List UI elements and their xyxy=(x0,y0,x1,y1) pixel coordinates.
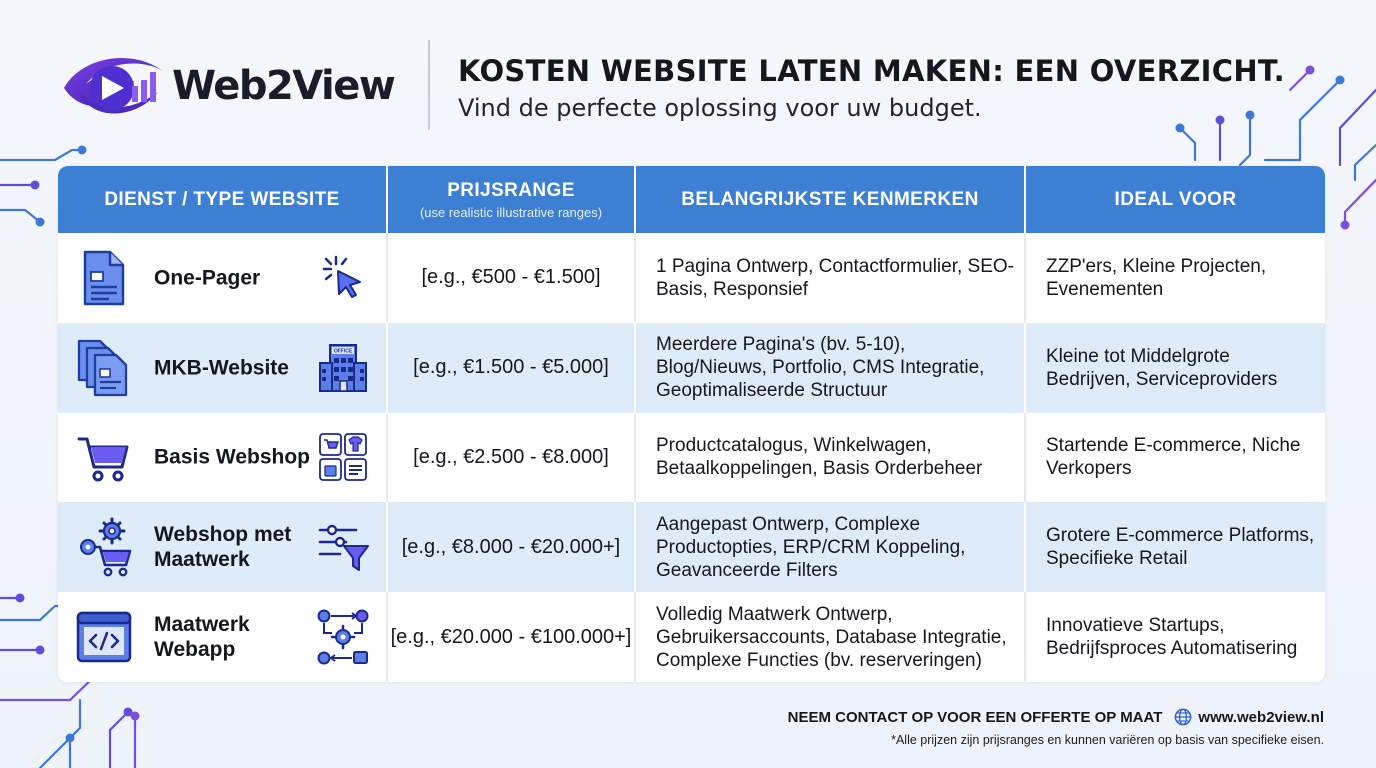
price-disclaimer: *Alle prijzen zijn prijsranges en kunnen variëren op basis van specifieke eisen. xyxy=(891,733,1324,747)
table-row xyxy=(58,413,1325,503)
column-header-service: DIENST / TYPE WEBSITE xyxy=(58,166,388,233)
features-cell: Productcatalogus, Winkelwagen, Betaalkoppelingen, Basis Orderbeheer xyxy=(636,413,1026,503)
brand-name: Web2View xyxy=(172,63,395,109)
service-name: Maatwerk Webapp xyxy=(154,613,250,662)
service-cell xyxy=(58,233,388,323)
page-header xyxy=(60,40,1320,135)
page-title: KOSTEN WEBSITE LATEN MAKEN: EEN OVERZICHT. xyxy=(458,54,1285,88)
price-cell: [e.g., €1.500 - €5.000] xyxy=(388,323,636,413)
ideal-for-cell: Startende E-commerce, Niche Verkopers xyxy=(1026,413,1325,503)
ideal-for-cell: Innovatieve Startups, Bedrijfsproces Automatisering xyxy=(1026,592,1325,682)
cta-text: NEEM CONTACT OP VOOR EEN OFFERTE OP MAAT xyxy=(787,708,1163,726)
ideal-for-cell: Grotere E-commerce Platforms, Specifieke Retail xyxy=(1026,502,1325,592)
features-cell: 1 Pagina Ontwerp, Contactformulier, SEO-Basis, Responsief xyxy=(636,233,1026,323)
product-grid-icon xyxy=(316,430,370,484)
service-cell xyxy=(58,502,388,592)
office-building-icon xyxy=(316,341,370,395)
service-cell xyxy=(58,413,388,503)
code-window-icon xyxy=(76,607,132,667)
table-header-row xyxy=(58,166,1325,233)
features-cell: Volledig Maatwerk Ontwerp, Gebruikersaccounts, Database Integratie, Complexe Functies (bv. reserveringen) xyxy=(636,592,1026,682)
service-name: One-Pager xyxy=(154,266,261,290)
brand-logo[interactable] xyxy=(60,50,394,122)
column-header-features: BELANGRIJKSTE KENMERKEN xyxy=(636,166,1026,233)
service-cell xyxy=(58,592,388,682)
table-row xyxy=(58,233,1325,323)
price-cell: [e.g., €2.500 - €8.000] xyxy=(388,413,636,503)
workflow-icon xyxy=(316,607,370,667)
column-header-ideal: IDEAL VOOR xyxy=(1026,166,1325,233)
website-link[interactable]: www.web2view.nl xyxy=(1198,708,1324,726)
service-cell xyxy=(58,323,388,413)
table-row xyxy=(58,592,1325,682)
shopping-cart-icon xyxy=(76,427,132,487)
features-cell: Meerdere Pagina's (bv. 5-10), Blog/Nieuws, Portfolio, CMS Integratie, Geoptimaliseerde Structuur xyxy=(636,323,1026,413)
pricing-table xyxy=(58,166,1325,682)
filter-sliders-icon xyxy=(316,520,370,574)
gear-cart-icon xyxy=(76,517,132,577)
column-header-price: PRIJSRANGE (use realistic illustrative ranges) xyxy=(388,166,636,233)
contact-cta xyxy=(788,708,1324,726)
price-cell: [e.g., €20.000 - €100.000+] xyxy=(388,592,636,682)
service-name: MKB-Website xyxy=(154,356,289,380)
ideal-for-cell: ZZP'ers, Kleine Projecten, Evenementen xyxy=(1026,233,1325,323)
service-name: Basis Webshop xyxy=(154,445,310,469)
globe-icon xyxy=(1174,708,1192,726)
service-name: Webshop met Maatwerk xyxy=(154,523,292,572)
table-row xyxy=(58,502,1325,592)
cursor-click-icon xyxy=(316,251,370,305)
document-icon xyxy=(76,248,132,308)
web2view-logo-icon xyxy=(60,50,170,122)
stacked-documents-icon xyxy=(76,338,132,398)
price-cell: [e.g., €8.000 - €20.000+] xyxy=(388,502,636,592)
price-column-note: (use realistic illustrative ranges) xyxy=(419,204,603,220)
features-cell: Aangepast Ontwerp, Complexe Productopties, ERP/CRM Koppeling, Geavanceerde Filters xyxy=(636,502,1026,592)
header-divider xyxy=(428,40,430,130)
ideal-for-cell: Kleine tot Middelgrote Bedrijven, Serviceproviders xyxy=(1026,323,1325,413)
page-subtitle: Vind de perfecte oplossing voor uw budget. xyxy=(458,94,982,122)
table-row xyxy=(58,323,1325,413)
price-cell: [e.g., €500 - €1.500] xyxy=(388,233,636,323)
office-sign-label: OFFICE xyxy=(333,348,353,355)
